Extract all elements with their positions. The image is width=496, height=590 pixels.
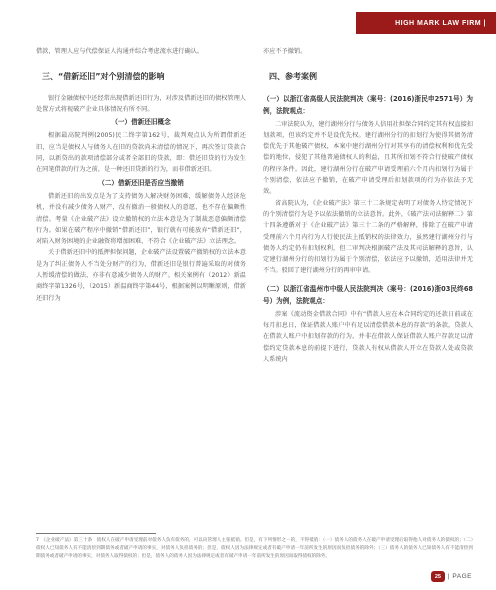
- case-title: （一）以浙江省高级人民法院判决（案号：(2016)浙民申2571号）为例，法院观点：: [263, 94, 473, 115]
- footnote-divider: [36, 533, 156, 534]
- paragraph: 省高院认为，《企业破产法》第三十二条规定表明了对债务人恃定情况下的个别清偿行为是予以依法撤销的立法意旨。此外，《破产法司法解释二》第十四条遵循对于《企业破产法》第三十二条的严格解释，排除了在破产申请受理前六个月内行为人行使民法上抵销权的法律效力，虽然建行湖州分行与债务人约定仍有扣划权利，但二审判决根据破产法及其司法解释的意旨，认定建行湖州分行的扣划行为属于个别清偿，依法应予以撤销，适用法律并无不当。驳回了建行湖州分行的再审申请。: [263, 199, 473, 275]
- page-number: 25: [431, 571, 445, 582]
- case-title: （二）以浙江省温州市中级人民法院判决（案号：(2016)浙03民终68号）为例，法院观点：: [263, 284, 473, 305]
- paragraph: 借新还旧的出发点是为了支持债务人解决财务困难，缓解债务人经济危机，并没有减少债务人财产，没有撤消一般债权人的意愿，也不存在偏颇性清偿。考量《企业破产法》设立撤销权的立法本意是为了制裁恶意偏颇清偿行为。如果在破产程序中撤销“借新还旧”，银行就有可能放弃“借新还旧”，对陷入财务困境的企业融资将增加困难，不符合《企业破产法》立法理念。: [36, 192, 246, 246]
- right-column: [263, 46, 473, 365]
- paragraph: 根据最高院判例(2005)民二终字第162号，裁判观点认为所谓借新还旧，应当是债权人与债务人在旧的贷款尚未清偿的情况下，再次签订贷款合同，以新贷出的款项清偿部分或者全部旧的贷款，即：借还旧贷的行为发生在同笔借款的行为之前，是一种还旧贷新的行为，而非借新还旧。: [36, 132, 246, 174]
- paragraph: 二审法院认为，建行湖州分行与债务人信用社担保合同约定其有权直接扣划款项，但该约定并不是设优先权。建行湖州分行的扣划行为使得其债务清偿优先于其他破产债权，本案中建行湖州分行对其享有的清偿权利和优先受偿的地位，侵犯了其他普通债权人的利益，且其所扣划不符合行使破产债权的程序条件。因此，建行湖州分行在破产申请受理前六个月内扣划行为属于个别清偿，依法应予撤销，在破产申请受理后扣划款项的行为亦依法予无效。: [263, 120, 473, 196]
- page-label: | PAGE: [447, 573, 472, 580]
- paragraph: 亦应不予撤销。: [263, 48, 307, 55]
- paragraph: 涉案《流动资金借款合同》中有“借款人应在本合同约定的还款日前或在每月扣息日，保证借款人账户中有足以清偿借款本息的存款”的条款，贷款人在借款人账户中扣划存款的行为，并非在借款人保证借款人账户存款足以清偿约定贷款本息的前提下进行，贷款人有权从借款人开立在贷款人处或贷款人系统内: [263, 310, 473, 363]
- page-footer: [431, 571, 472, 582]
- left-column: [36, 46, 246, 304]
- section-title: 三、“借新还旧”对个别清偿的影响: [42, 72, 165, 82]
- header-bar: [356, 12, 496, 34]
- paragraph: 银行金融债权中还经常出现借新还旧行为，对涉及借新还旧的债权管理人处置方式将视破产企业具体情况有所不同。: [36, 94, 246, 113]
- paragraph: 关于借新还旧中的抵押担保问题，企业破产法设置破产撤销权的立法本意是为了纠正债务人不当处分财产的行为，借新还旧是银行普遍采取的对债务人暂缓清偿的做法，亦非有意减少债务人的财产。相关案例有（2012）新温商终字第1326号，（2015）新温商终字第44号，根据案例以明晰原则，借新还旧行为: [36, 249, 246, 302]
- section-title: 四、参考案例: [269, 72, 317, 82]
- paragraph: 借款，管理人应与代偿保证人沟通并综合考虑流水进行确认。: [36, 48, 204, 55]
- footnote: 7 《企业破产法》第三十条 债权人在破产申请受理前对债务人负有债务的，可以向管理人主张抵销。但是，有下列情形之一的，不得抵销：（一）债务人的债务人在破产申请受理后取得他人对债务人的债权的；（二）债权人已知债务人有不能清偿到期债务或者破产申请的事实，对债务人负担债务的；但是，债权人因为法律规定或者有破产申请一年前所发生的原因而负担债务的除外；（三）债务人的债务人已知债务人有不能清偿到期债务或者破产申请的事实，对债务人取得债权的；但是，债务人的债务人因为法律规定或者有破产申请一年前所发生的原因而取得债权的除外。: [36, 538, 473, 559]
- subsection-title: （二）借新还旧是否应当撤销: [98, 178, 184, 187]
- firm-name: HIGH MARK LAW FIRM |: [395, 19, 486, 27]
- subsection-title: （一）借新还旧概念: [111, 118, 171, 127]
